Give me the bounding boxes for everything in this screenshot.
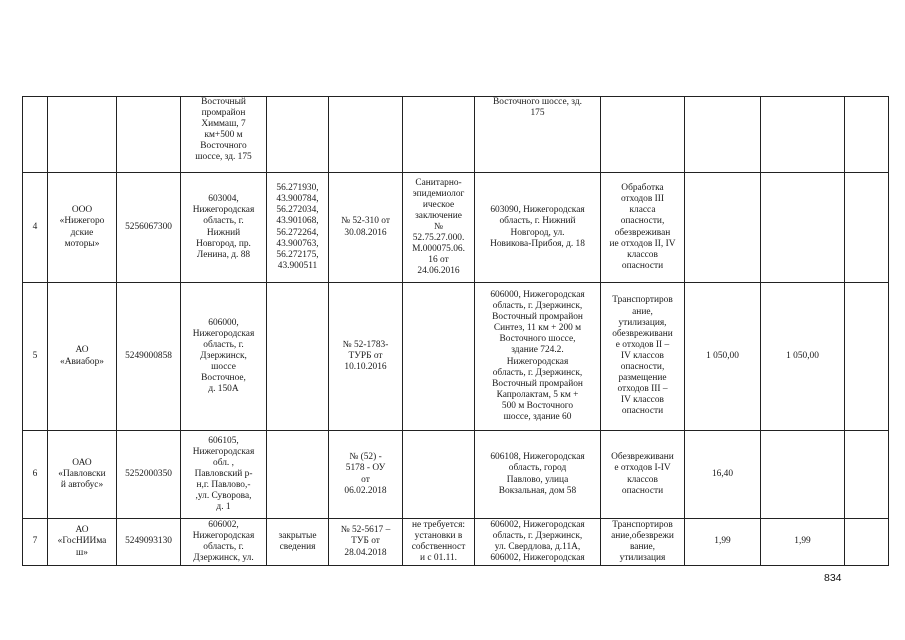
inn-cell [117,97,181,173]
inn-cell: 5249093130 [117,519,181,566]
table-row [23,173,889,283]
coordinates-cell [267,97,329,173]
conclusion-cell [403,283,475,431]
row-number-cell [23,97,48,173]
legal-address-cell: 606000, Нижегородская область, г. Дзержинск, шоссе Восточное, д. 150А [181,283,267,431]
coordinates-cell: 56.271930, 43.900784, 56.272034, 43.901068, 56.272264, 43.900763, 56.272175, 43.900511 [267,173,329,283]
extra-cell [845,173,889,283]
organization-name-cell [48,97,117,173]
activity-cell: Обезвреживани е отходов I-IV классов опасности [601,431,685,519]
site-address-cell: 606002, Нижегородская область, г. Дзержинск, ул. Свердлова, д.11А, 606002, Нижегородская [475,519,601,566]
volume-1-cell: 1,99 [685,519,761,566]
volume-2-cell: 1,99 [761,519,845,566]
inn-cell: 5252000350 [117,431,181,519]
volume-1-cell [685,173,761,283]
legal-address-cell: 606105, Нижегородская обл. , Павловский р- н,г. Павлово,- ,ул. Суворова, д. 1 [181,431,267,519]
conclusion-cell [403,97,475,173]
page-number: 834 [824,572,842,584]
inn-cell: 5249000858 [117,283,181,431]
conclusion-cell [403,431,475,519]
legal-address-cell: 603004, Нижегородская область, г. Нижний Новгород, пр. Ленина, д. 88 [181,173,267,283]
organization-name-cell: ОАО «Павловски й автобус» [48,431,117,519]
coordinates-cell: закрытые сведения [267,519,329,566]
organization-name-cell: АО «ГосНИИма ш» [48,519,117,566]
table-row [23,283,889,431]
legal-address-cell: 606002, Нижегородская область, г. Дзержинск, ул. [181,519,267,566]
license-cell: № 52-310 от 30.08.2016 [329,173,403,283]
row-number-cell: 4 [23,173,48,283]
legal-address-cell: Восточный промрайон Химмаш, 7 км+500 м Восточного шоссе, зд. 175 [181,97,267,173]
volume-1-cell: 1 050,00 [685,283,761,431]
coordinates-cell [267,283,329,431]
site-address-cell: 606000, Нижегородская область, г. Дзержинск, Восточный промрайон Синтез, 11 км + 200 м Восточного шоссе, здание 724.2. Нижегородская область, г. Дзержинск, Восточный промрайон Капролактам, 5 км + 500 м Восточного шоссе, здание 60 [475,283,601,431]
volume-2-cell [761,173,845,283]
conclusion-cell: не требуется: установки в собственност и с 01.11. [403,519,475,566]
site-address-cell: 606108, Нижегородская область, город Павлово, улица Вокзальная, дом 58 [475,431,601,519]
row-number-cell: 7 [23,519,48,566]
organization-name-cell: АО «Авиабор» [48,283,117,431]
table-row [23,97,889,173]
inn-cell: 5256067300 [117,173,181,283]
license-cell [329,97,403,173]
activity-cell: Транспортиров ание, утилизация, обезвреживани е отходов II – IV классов опасности, размещение отходов III – IV классов опасности [601,283,685,431]
activity-cell [601,97,685,173]
extra-cell [845,283,889,431]
extra-cell [845,97,889,173]
coordinates-cell [267,431,329,519]
volume-1-cell [685,97,761,173]
license-cell: № (52) - 5178 - ОУ от 06.02.2018 [329,431,403,519]
extra-cell [845,431,889,519]
site-address-cell: Восточного шоссе, зд. 175 [475,97,601,173]
row-number-cell: 5 [23,283,48,431]
site-address-cell: 603090, Нижегородская область, г. Нижний Новгород, ул. Новикова-Прибоя, д. 18 [475,173,601,283]
organization-name-cell: ООО «Нижегоро дские моторы» [48,173,117,283]
volume-1-cell: 16,40 [685,431,761,519]
activity-cell: Транспортиров ание,обезврежи вание, утилизация [601,519,685,566]
row-number-cell: 6 [23,431,48,519]
registry-table [22,96,889,566]
license-cell: № 52-5617 – ТУБ от 28.04.2018 [329,519,403,566]
table-row [23,431,889,519]
conclusion-cell: Санитарно- эпидемиолог ическое заключение № 52.75.27.000. М.000075.06. 16 от 24.06.2016 [403,173,475,283]
extra-cell [845,519,889,566]
volume-2-cell [761,97,845,173]
activity-cell: Обработка отходов III класса опасности, обезвреживан ие отходов II, IV классов опасности [601,173,685,283]
table-row [23,519,889,566]
license-cell: № 52-1783- ТУРБ от 10.10.2016 [329,283,403,431]
volume-2-cell: 1 050,00 [761,283,845,431]
volume-2-cell [761,431,845,519]
